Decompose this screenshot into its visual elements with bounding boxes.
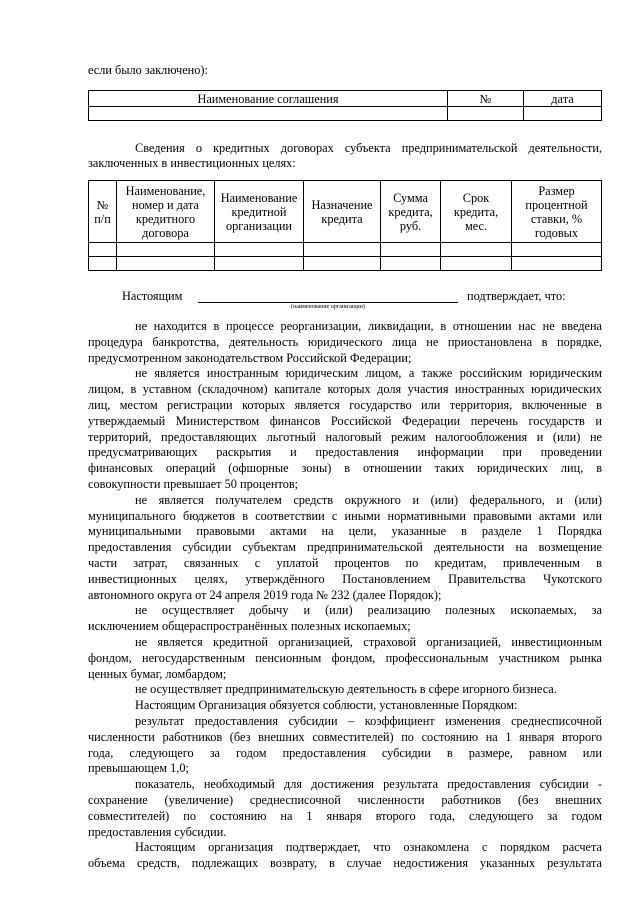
- body-line: не является получателем средств окружного и (или) федерального, и (или): [135, 492, 602, 507]
- credit-cell: [512, 243, 602, 257]
- body-line: объема средств, подлежащих возврату, в случае недостижения указанных результата: [88, 856, 602, 871]
- body-line: показатель, необходимый для достижения результата предоставления субсидии -: [135, 777, 602, 792]
- credit-header-term: Срок кредита, мес.: [441, 181, 512, 243]
- body-line: года, следующего за годом предоставления субсидии в размере, равном или: [88, 745, 602, 760]
- body-line: предоставления субсидии.: [88, 824, 227, 839]
- body-line: процедура банкротства, деятельность юридического лица не приостановлена в порядке,: [88, 334, 602, 349]
- credit-cell: [304, 243, 381, 257]
- credit-header-contract: Наименование, номер и дата кредитного договора: [117, 181, 215, 243]
- credit-cell: [215, 257, 304, 271]
- agreement-cell: [524, 107, 602, 121]
- body-line: финансовых операций (офшорные зоны) в отношении таких юридических лиц, в: [88, 461, 602, 476]
- credit-header-number: № п/п: [89, 181, 117, 243]
- credit-cell: [381, 243, 441, 257]
- credit-cell: [512, 257, 602, 271]
- intro-line: если было заключено):: [88, 63, 208, 77]
- body-line: исключением общераспространённых полезных ископаемых;: [88, 619, 411, 634]
- agreement-number-header: №: [448, 91, 524, 107]
- agreement-name-header: Наименование соглашения: [89, 91, 448, 107]
- credit-header-organization: Наименование кредитной организации: [215, 181, 304, 243]
- credit-cell: [215, 243, 304, 257]
- body-line: лиц, местом регистрации которых является государство или территория, включенные в: [88, 398, 602, 412]
- body-line: лицом, в уставном (складочном) капитале которых доля участия иностранных юридических: [88, 382, 602, 397]
- body-line: муниципального бюджетов в соответствии с иными нормативными правовыми актами или: [88, 508, 602, 523]
- body-line: совместителей) по состоянию на 1 января второго года, следующего за годом: [88, 808, 602, 823]
- credit-cell: [441, 243, 512, 257]
- credit-header-amount: Сумма кредита, руб.: [381, 181, 441, 243]
- body-line: утверждаемый Министерством финансов Российской Федерации перечень государств и: [88, 413, 602, 428]
- body-line: численности работников (без внешних совместителей) по состоянию на 1 января второго: [88, 729, 602, 744]
- body-line: предоставления субсидии субъектам предпринимательской деятельности на возмещение: [88, 540, 602, 555]
- body-line: предусматривающих раскрытия и предоставления информации при проведении: [88, 445, 602, 460]
- body-line: сохранение (увеличение) среднесписочной численности работников (без внешних: [88, 793, 602, 807]
- body-line: муниципальными правовыми актами на цели, указанные в разделе 1 Порядка: [88, 524, 602, 539]
- body-line: территорий, предоставляющих льготный налоговый режим налогообложения и (или) не: [88, 429, 602, 444]
- body-line: предусмотренном законодательством Российской Федерации;: [88, 350, 412, 365]
- credit-cell: [89, 257, 117, 271]
- body-line: ценных бумаг, ломбардом;: [88, 666, 227, 681]
- confirm-right-label: подтверждает, что:: [467, 289, 566, 303]
- credit-header-rate: Размер процентной ставки, % годовых: [512, 181, 602, 243]
- body-line: не осуществляет предпринимательскую деятельность в сфере игорного бизнеса.: [135, 682, 557, 697]
- agreement-cell: [89, 107, 448, 121]
- credit-cell: [89, 243, 117, 257]
- credit-cell: [304, 257, 381, 271]
- credit-header-purpose: Назначение кредита: [304, 181, 381, 243]
- credit-cell: [117, 257, 215, 271]
- body-line: фондом, негосударственным пенсионным фондом, профессиональным участником рынка: [88, 650, 602, 665]
- body-line: не является кредитной организацией, страховой организацией, инвестиционным: [135, 635, 602, 649]
- body-line: не осуществляет добычу и (или) реализацию полезных ископаемых, за: [135, 603, 602, 618]
- body-line: совокупности превышает 50 процентов;: [88, 477, 299, 491]
- confirm-left-label: Настоящим: [122, 289, 183, 303]
- credit-table: [88, 180, 602, 271]
- credit-section-title: Сведения о кредитных договорах субъекта предпринимательской деятельности,: [135, 141, 602, 155]
- organization-name-line: [198, 302, 458, 303]
- body-line: превышающем 1,0;: [88, 761, 189, 776]
- credit-section-subtitle: заключенных в инвестиционных целях:: [88, 156, 296, 170]
- credit-cell: [117, 243, 215, 257]
- body-line: инвестиционных целях, утверждённого Постановлением Правительства Чукотского: [88, 571, 602, 586]
- body-line: автономного округа от 24 апреля 2019 года № 232 (далее Порядок);: [88, 587, 442, 602]
- credit-cell: [381, 257, 441, 271]
- agreement-cell: [448, 107, 524, 121]
- agreement-table: [88, 90, 602, 121]
- credit-cell: [441, 257, 512, 271]
- agreement-date-header: дата: [524, 91, 602, 107]
- body-line: результат предоставления субсидии – коэффициент изменения среднесписочной: [135, 714, 602, 728]
- body-line: Настоящим Организация обязуется соблюсти, установленные Порядком:: [135, 698, 518, 713]
- body-line: не является иностранным юридическим лицом, а также российским юридическим: [135, 366, 602, 381]
- body-line: части затрат, связанных с уплатой процентов по кредитам, привлеченным в: [88, 556, 602, 570]
- body-line: не находится в процессе реорганизации, ликвидации, в отношении нас не введена: [135, 319, 602, 333]
- organization-name-caption: (наименование организации): [291, 304, 365, 310]
- body-line: Настоящим организация подтверждает, что ознакомлена с порядком расчета: [135, 840, 602, 855]
